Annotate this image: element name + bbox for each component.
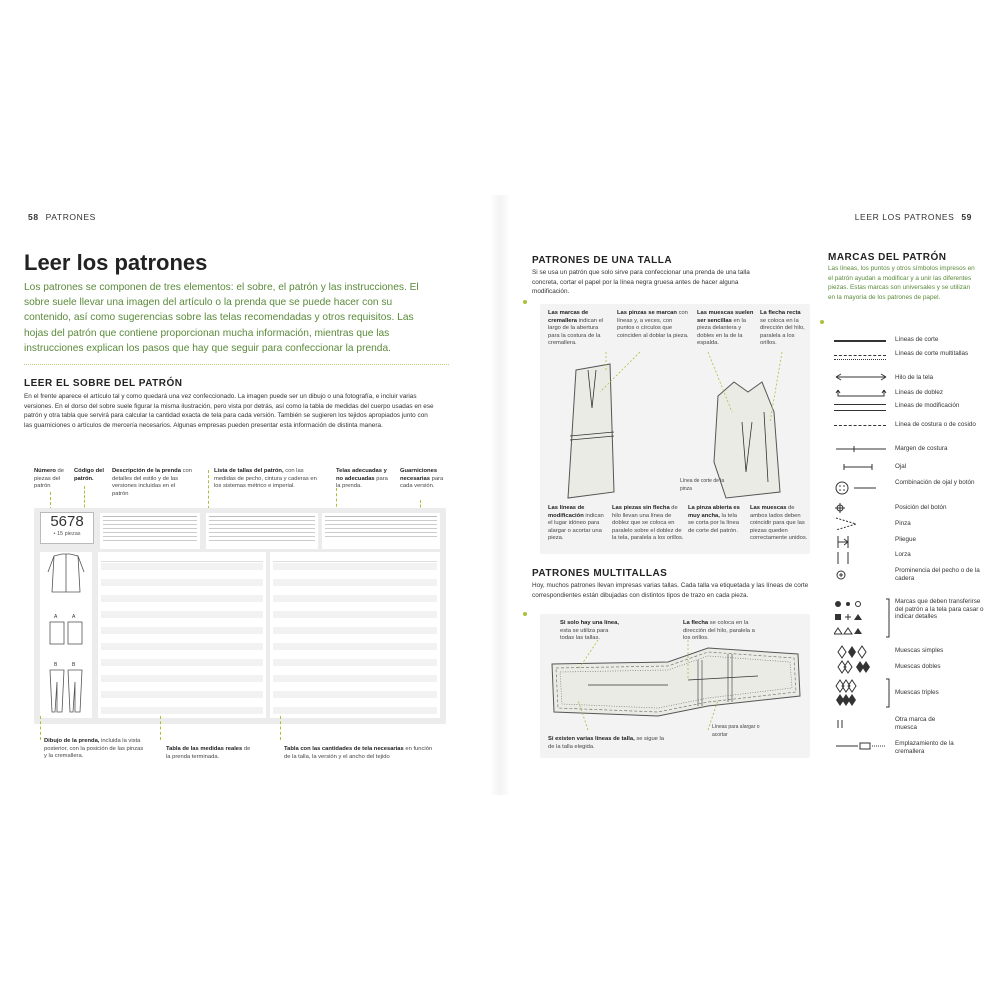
right-folio (855, 212, 976, 222)
sobre-heading: LEER EL SOBRE DEL PATRÓN (24, 378, 183, 389)
grainline-arrow-icon (834, 372, 888, 382)
legend-label: Muescas dobles (895, 663, 941, 670)
size-table-right (270, 552, 440, 718)
legend-label: Muescas simples (895, 647, 944, 654)
legend-label: Marcas que deben transferirse del patrón a la tela para casar o indicar detalles (895, 598, 984, 621)
svg-text:A: A (72, 614, 76, 620)
button-position-icon (834, 502, 888, 514)
svg-text:B: B (72, 662, 76, 668)
transfer-marks-icon (834, 598, 888, 642)
legend-label: Muescas triples (895, 689, 939, 696)
legend-label: Pliegue (895, 536, 917, 543)
marcas-heading: MARCAS DEL PATRÓN (828, 252, 947, 263)
legend-label: Líneas de corte (895, 336, 939, 343)
legend-label: Hilo de la tela (895, 374, 934, 381)
single-notch-icon (834, 645, 888, 659)
label-numero: Número de piezas del patrón (34, 468, 64, 490)
label-muescas-ambos: Las muescas de ambos lados deben coincidir para que las piezas queden correctamente unidos. (750, 505, 808, 542)
label-sin-flecha: Las piezas sin flecha de hilo llevan una línea de doblez que se coloca en paralelo sobre el doblez de la tela, paralela a los orillos. (612, 505, 684, 542)
bracket-icon (884, 678, 892, 708)
label-varias-lineas: Si existen varias líneas de talla, se sigue la de la talla elegida. (548, 736, 665, 750)
right-running-head: LEER LOS PATRONES (854, 212, 955, 222)
marcas-body: Las líneas, los puntos y otros símbolos impresos en el patrón ayudan a modificar y a unir las diferentes piezas. Estas marcas son universales y se utilizan en la mayoría de los patrones de papel. (828, 265, 975, 301)
adjustment-line-icon (834, 404, 886, 406)
stitching-line-icon (834, 425, 886, 427)
size-table-left (98, 552, 266, 718)
legend-label: Posición del botón (895, 504, 947, 511)
label-flecha-recta: La flecha recta se coloca en la dirección del hilo, paralela a los orillos. (760, 310, 805, 347)
single-size-pieces-icon (548, 352, 804, 502)
label-dibujo: Dibujo de la prenda, incluida la vista posterior, con la posición de las pinzas y la cremallera. (44, 738, 144, 760)
right-page-number: 59 (961, 212, 972, 222)
buttonhole-icon (834, 462, 888, 472)
double-notch-icon (834, 660, 888, 674)
legend-label: Emplazamiento de la cremallera (895, 740, 954, 755)
multitallas-heading: PATRONES MULTITALLAS (532, 568, 668, 579)
label-descripcion: Descripción de la prenda con detalles del estilo y de las versiones incluidas en el patrón (112, 468, 192, 497)
intro-paragraph: Los patrones se componen de tres elementos: el sobre, el patrón y las instrucciones. El sobre suele llevar una imagen del artículo o la prenda que se puede hacer con su contenido, así como sugerencias sobre las telas recomendadas y otros requisitos. Las hojas del patrón que contiene proporcionan mucha información, mientras que las instrucciones explican los pasos que hay que seguir para confeccionar la prenda. (24, 282, 419, 354)
left-running-head: PATRONES (45, 212, 96, 222)
gutter (490, 195, 510, 795)
pattern-number-box (40, 512, 94, 544)
label-lista: Lista de tallas del patrón, con las medidas de pecho, cintura y caderas en los sistemas métrico e imperial. (214, 468, 317, 490)
legend-label: Otra marca de muesca (895, 716, 936, 731)
triple-notch-icon (834, 678, 888, 708)
label-muescas: Las muescas suelen ser sencillas en la pieza delantera y dobles en la de la espalda. (697, 310, 754, 347)
label-flecha-multi: La flecha se coloca en la dirección del hilo, paralela a los orillos. (683, 620, 755, 642)
sobre-body: En el frente aparece el artículo tal y como quedará una vez confeccionado. La imagen puede ser un dibujo o una fotografía, e incluir varias versiones. En el dorso del sobre suele figurar la misma ilustración, pero vista por detrás, así como la tabla de medidas del cuerpo usadas en ese patrón y otra tabla que servirá para calcular la cantidad exacta de tela para cada versión. También se sugieren los tejidos apropiados junto con las guarniciones o artículos de mercería necesarios. Algunas empresas pueden presentar esta información de distinta manera. (24, 393, 434, 429)
left-folio (24, 212, 96, 222)
legend-label: Línea de costura o de cosido (895, 421, 976, 428)
label-guarniciones: Guarniciones necesarias para cada versión. (400, 468, 444, 490)
label-tabla-cantidades: Tabla con las cantidades de tela necesarias en función de la talla, la versión y el ancho del tejido (284, 746, 433, 760)
pattern-number: 5678 (50, 513, 84, 530)
dart-icon (834, 516, 888, 532)
pattern-pieces: • 15 piezas (53, 531, 81, 537)
bust-point-icon (834, 568, 888, 582)
legend-label: Pinza (895, 520, 911, 527)
fold-line-icon (834, 388, 888, 398)
multisize-piece-icon (548, 640, 804, 730)
divider (24, 364, 449, 365)
seam-allowance-icon (834, 444, 888, 454)
multitallas-body: Hoy, muchos patrones llevan impresas varias tallas. Cada talla va etiquetada y las líneas de corte correspondientes están dibujadas con distintos tipos de trazo en cada pieza. (532, 582, 809, 599)
legend-label: Prominencia del pecho o de la cadera (895, 567, 980, 582)
leader-dot (820, 320, 824, 324)
pleat-icon (834, 534, 888, 550)
multisize-cut-icon (834, 359, 886, 361)
leader-line (280, 716, 281, 740)
legend-label: Lorza (895, 551, 911, 558)
label-alargar: Líneas para alargar o acortar (712, 724, 760, 738)
legend-label: Margen de costura (895, 445, 948, 452)
legend-label: Combinación de ojal y botón (895, 479, 975, 486)
label-modificacion: Las líneas de modificación indican el lugar idóneo para alargar o acortar una pieza. (548, 505, 604, 542)
legend-label: Líneas de doblez (895, 389, 943, 396)
svg-text:A: A (54, 614, 58, 620)
garment-sketch-icon (40, 552, 92, 718)
garment-drawings (40, 552, 92, 718)
label-codigo: Código del patrón. (74, 468, 104, 482)
leader-line (160, 716, 161, 740)
legend-label: Líneas de corte multitallas (895, 350, 969, 357)
label-telas: Telas adecuadas y no adecuadas para la prenda. (336, 468, 388, 490)
buttonhole-button-icon (834, 480, 888, 496)
label-cremallera: Las marcas de cremallera indican el largo de la abertura para la costura de la cremallera. (548, 310, 604, 347)
label-pinzas: Las pinzas se marcan con líneas y, a veces, con puntos o círculos que coinciden al doblar la pieza. (617, 310, 689, 339)
notions-block (322, 513, 440, 549)
bracket-icon (884, 598, 892, 638)
una-talla-heading: PATRONES DE UNA TALLA (532, 255, 673, 266)
other-notch-icon (834, 718, 888, 730)
legend-label: Líneas de modificación (895, 402, 960, 409)
tuck-icon (834, 550, 888, 566)
label-linea-corte-pinza: Línea de corte de la pinza (680, 478, 725, 492)
una-talla-body: Si se usa un patrón que solo sirve para confeccionar una prenda de una talla concreta, cortar el papel por la línea negra gruesa antes de hacer alguna modificación. (532, 269, 750, 296)
label-pinza-abierta: La pinza abierta es muy ancha, la tela se corta por la línea de corte del patrón. (688, 505, 740, 534)
page-title: Leer los patrones (24, 250, 208, 275)
legend-label: Ojal (895, 463, 907, 470)
fabric-block (206, 513, 318, 549)
left-page-number: 58 (28, 212, 39, 222)
cutting-line-icon (834, 340, 886, 343)
label-una-linea: Si solo hay una línea, esta se utiliza para todas las tallas. (560, 620, 619, 642)
svg-text:B: B (54, 662, 58, 668)
leader-dot (523, 300, 527, 304)
leader-line (40, 716, 41, 740)
multisize-cut-icon (834, 355, 886, 357)
label-tabla-medidas: Tabla de las medidas reales de la prenda terminada. (166, 746, 251, 760)
zipper-placement-icon (834, 740, 888, 752)
description-block (100, 513, 200, 549)
leader-dot (523, 612, 527, 616)
